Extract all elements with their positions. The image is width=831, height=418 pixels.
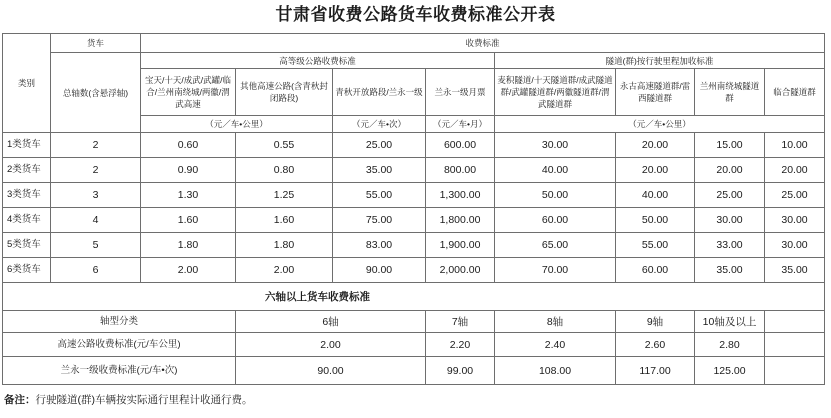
fee-value: 30.00 [765, 233, 825, 258]
fee-value: 1,900.00 [426, 233, 495, 258]
row-axles: 6 [51, 258, 141, 283]
page-title: 甘肃省收费公路货车收费标准公开表 [275, 5, 556, 24]
fee-value: 1.80 [236, 233, 333, 258]
axles-header: 总轴数(含悬浮轴) [51, 53, 141, 133]
column-header: 兰永一级月票 [426, 69, 495, 116]
fee-value: 800.00 [426, 158, 495, 183]
fee-value: 1.25 [236, 183, 333, 208]
fee-value: 30.00 [695, 208, 765, 233]
axle-type: 7轴 [426, 311, 495, 333]
column-header: 青秋开放路段/兰永一级 [333, 69, 426, 116]
axle-fee-value: 90.00 [236, 357, 426, 385]
column-header: 永古高速隧道群/雷西隧道群 [616, 69, 695, 116]
table-row [3, 258, 825, 283]
fee-value: 600.00 [426, 133, 495, 158]
axle-fee-value: 2.40 [495, 333, 616, 357]
axle-fee-value: 2.00 [236, 333, 426, 357]
axle-fee-value: 2.80 [695, 333, 765, 357]
fee-value: 2,000.00 [426, 258, 495, 283]
fee-value: 55.00 [333, 183, 426, 208]
unit-label: （元／车•公里） [495, 116, 825, 133]
fee-value: 35.00 [333, 158, 426, 183]
note-label: 备注： [4, 394, 36, 406]
fee-value: 25.00 [765, 183, 825, 208]
category-header: 类别 [3, 34, 51, 133]
fee-value: 33.00 [695, 233, 765, 258]
axle-fee-label: 兰永一级收费标准(元/车•次) [3, 357, 236, 385]
fee-value: 35.00 [765, 258, 825, 283]
fee-value: 25.00 [333, 133, 426, 158]
fee-value: 1.30 [141, 183, 236, 208]
axle-fee-value: 117.00 [616, 357, 695, 385]
empty-cell [765, 357, 825, 385]
fee-value: 83.00 [333, 233, 426, 258]
fee-value: 50.00 [616, 208, 695, 233]
fee-value: 70.00 [495, 258, 616, 283]
note-text: 行驶隧道(群)车辆按实际通行里程计收通行费。 [35, 394, 253, 406]
unit-label: （元／车•公里） [141, 116, 333, 133]
table-row [3, 233, 825, 258]
unit-label: （元／车•次） [333, 116, 426, 133]
fee-value: 75.00 [333, 208, 426, 233]
fee-value: 20.00 [765, 158, 825, 183]
fee-value: 50.00 [495, 183, 616, 208]
fee-value: 1.60 [141, 208, 236, 233]
fee-value: 10.00 [765, 133, 825, 158]
axle-fee-value: 125.00 [695, 357, 765, 385]
table-row [3, 133, 825, 158]
axle-type: 9轴 [616, 311, 695, 333]
fee-value: 35.00 [695, 258, 765, 283]
row-axles: 2 [51, 158, 141, 183]
axle-type-header: 轴型分类 [3, 311, 236, 333]
highway-group-header: 高等级公路收费标准 [141, 53, 495, 69]
fee-value: 30.00 [765, 208, 825, 233]
column-header: 宝天/十天/成武/武罐/临合/兰州南绕城/两徽/渭武高速 [141, 69, 236, 116]
fee-value: 40.00 [616, 183, 695, 208]
row-axles: 3 [51, 183, 141, 208]
fee-value: 2.00 [141, 258, 236, 283]
axle-fee-value: 2.20 [426, 333, 495, 357]
axle-fee-label: 高速公路收费标准(元/车公里) [3, 333, 236, 357]
fee-value: 0.90 [141, 158, 236, 183]
fee-value: 25.00 [695, 183, 765, 208]
table-row [3, 158, 825, 183]
table-row [3, 183, 825, 208]
fee-value: 1.60 [236, 208, 333, 233]
column-header: 其他高速公路(含青秋封闭路段) [236, 69, 333, 116]
footnote [4, 392, 253, 408]
axle-type: 8轴 [495, 311, 616, 333]
fee-value: 0.60 [141, 133, 236, 158]
fee-value: 1.80 [141, 233, 236, 258]
fee-value: 20.00 [695, 158, 765, 183]
row-category: 5类货车 [3, 233, 51, 258]
fee-value: 1,800.00 [426, 208, 495, 233]
fee-value: 55.00 [616, 233, 695, 258]
axle-fee-value: 108.00 [495, 357, 616, 385]
fee-standard-header: 收费标准 [141, 34, 825, 53]
row-axles: 2 [51, 133, 141, 158]
axle-fee-value: 99.00 [426, 357, 495, 385]
empty-cell [765, 333, 825, 357]
axle-fee-value: 2.60 [616, 333, 695, 357]
row-category: 4类货车 [3, 208, 51, 233]
column-header: 临合隧道群 [765, 69, 825, 116]
truck-header: 货车 [51, 34, 141, 53]
fee-value: 2.00 [236, 258, 333, 283]
six-axle-section-title: 六轴以上货车收费标准 [3, 283, 825, 311]
column-header: 麦积隧道/十天隧道群/成武隧道群/武罐隧道群/两徽隧道群/渭武隧道群 [495, 69, 616, 116]
column-header: 兰州南绕城隧道群 [695, 69, 765, 116]
row-category: 2类货车 [3, 158, 51, 183]
table-row [3, 208, 825, 233]
axle-type: 6轴 [236, 311, 426, 333]
fee-value: 20.00 [616, 158, 695, 183]
fee-value: 20.00 [616, 133, 695, 158]
fee-value: 60.00 [495, 208, 616, 233]
fee-value: 60.00 [616, 258, 695, 283]
unit-label: （元／车•月） [426, 116, 495, 133]
fee-value: 30.00 [495, 133, 616, 158]
row-axles: 4 [51, 208, 141, 233]
row-axles: 5 [51, 233, 141, 258]
fee-value: 90.00 [333, 258, 426, 283]
axle-type: 10轴及以上 [695, 311, 765, 333]
fee-value: 0.80 [236, 158, 333, 183]
fee-value: 65.00 [495, 233, 616, 258]
fee-value: 40.00 [495, 158, 616, 183]
tunnel-group-header: 隧道(群)按行驶里程加收标准 [495, 53, 825, 69]
row-category: 6类货车 [3, 258, 51, 283]
fee-value: 0.55 [236, 133, 333, 158]
row-category: 3类货车 [3, 183, 51, 208]
fee-value: 1,300.00 [426, 183, 495, 208]
table-row [3, 357, 825, 385]
row-category: 1类货车 [3, 133, 51, 158]
empty-cell [765, 311, 825, 333]
table-row [3, 333, 825, 357]
fee-value: 15.00 [695, 133, 765, 158]
truck-toll-table [2, 33, 825, 385]
